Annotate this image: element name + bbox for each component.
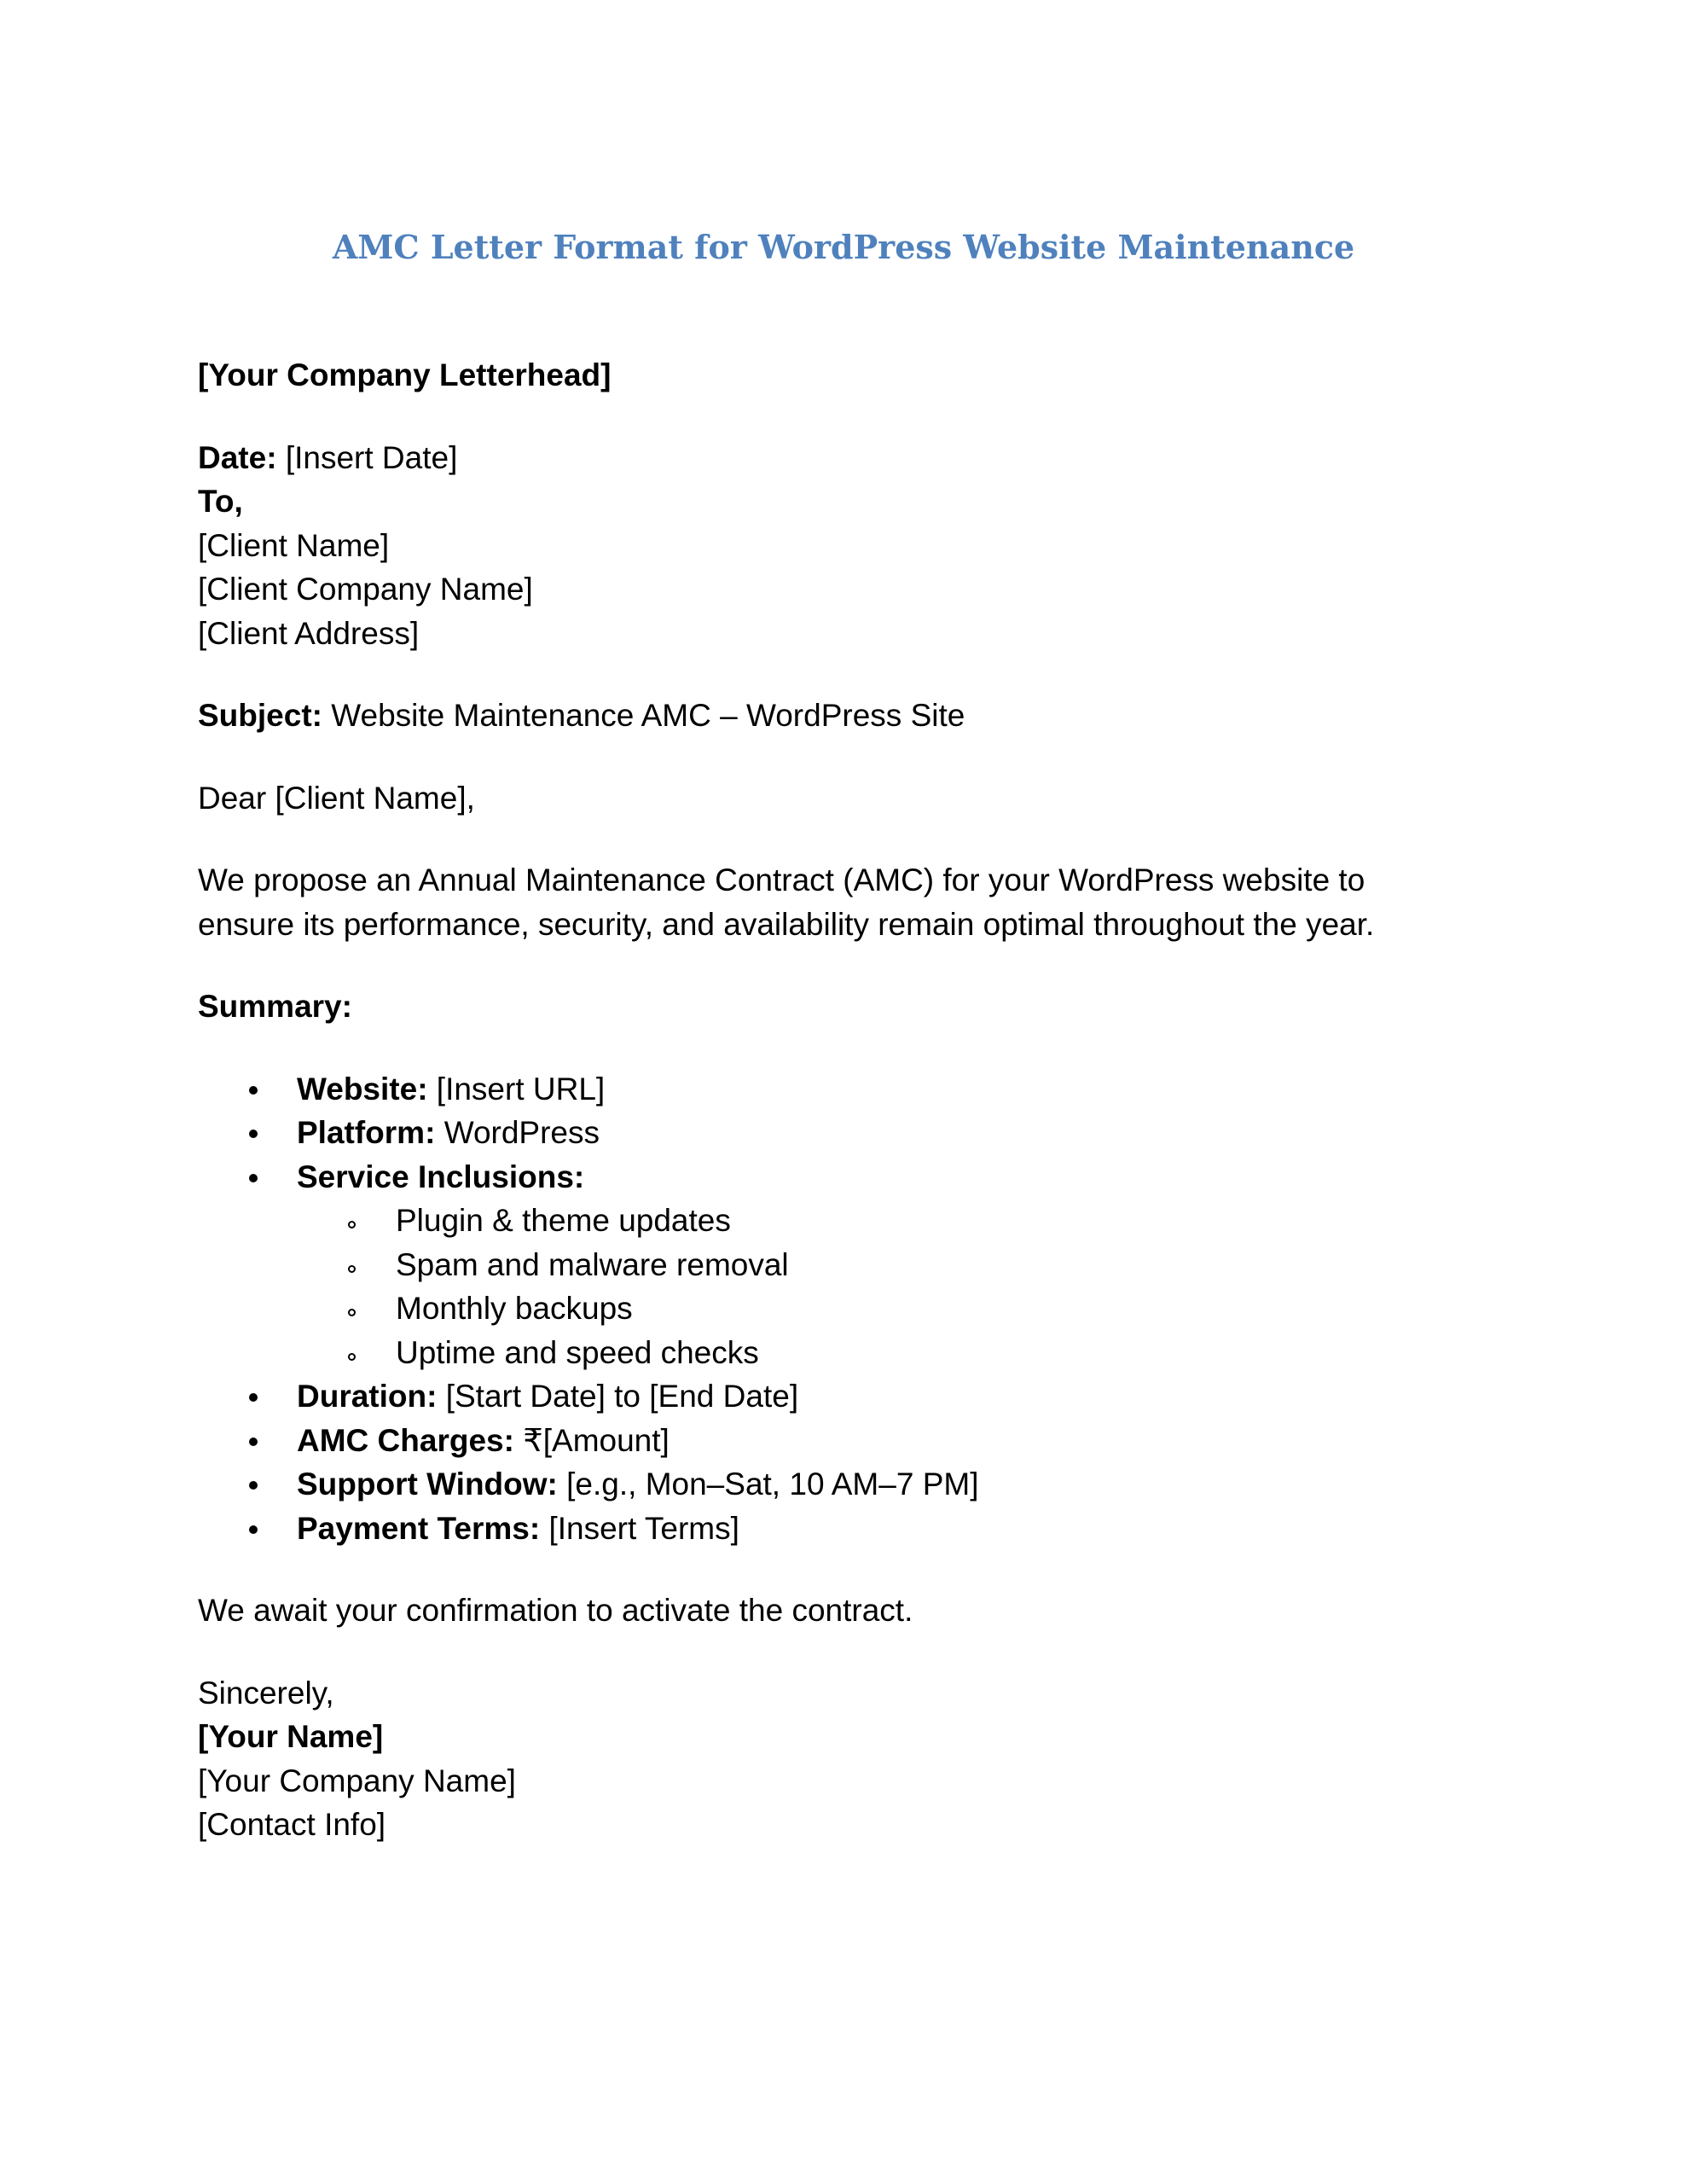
date-value: [Insert Date] [285,439,458,475]
signoff-company: [Your Company Name] [198,1763,516,1798]
list-item-platform [198,1111,1528,1155]
support-label: Support Window: [297,1467,558,1502]
signoff-name: [Your Name] [198,1719,384,1754]
page-title: AMC Letter Format for WordPress Website Maintenance [332,228,1355,266]
platform-label: Platform: [297,1115,436,1150]
subject-label: Subject: [198,698,322,733]
list-item-inclusions [198,1155,1528,1199]
bullet-icon [249,1393,258,1402]
charges-value: ₹[Amount] [523,1422,670,1458]
website-value: [Insert URL] [436,1071,606,1107]
list-item-website [198,1067,1528,1112]
date-line [198,436,1528,480]
hollow-bullet-icon [348,1309,356,1316]
hollow-bullet-icon [348,1265,356,1273]
bullet-icon [249,1438,258,1446]
intro-line-1: We propose an Annual Maintenance Contract (AMC) for your WordPress website to [198,863,1365,897]
sub-list-item [198,1287,1528,1331]
bullet-icon [249,1174,258,1182]
bullet-icon [249,1525,258,1534]
sub-list-item [198,1199,1528,1243]
inclusions-label: Service Inclusions: [297,1159,585,1194]
support-value: [e.g., Mon–Sat, 10 AM–7 PM] [566,1467,979,1502]
hollow-bullet-icon [348,1353,356,1361]
recipient-name: [Client Name] [198,527,390,563]
letterhead: [Your Company Letterhead] [198,357,612,392]
duration-value: [Start Date] to [End Date] [445,1379,799,1414]
signoff-sincerely: Sincerely, [198,1675,334,1711]
bullet-icon [249,1481,258,1490]
intro-line-2: ensure its performance, security, and availability remain optimal throughout the year. [198,906,1375,942]
list-item-duration [198,1374,1528,1419]
bullet-icon [249,1086,258,1095]
signoff-contact: [Contact Info] [198,1807,386,1842]
spacer [198,1029,1528,1067]
payment-value: [Insert Terms] [548,1510,739,1546]
spacer [198,820,1528,858]
website-label: Website: [297,1071,428,1107]
salutation: Dear [Client Name], [198,780,475,816]
payment-label: Payment Terms: [297,1510,541,1546]
spacer [198,398,1528,436]
summary-list [198,1067,1528,1551]
list-item-support [198,1462,1528,1507]
list-item-payment [198,1507,1528,1551]
letter-body [198,353,1528,1847]
subject-value: Website Maintenance AMC – WordPress Site [331,698,965,733]
inclusion-text: Monthly backups [396,1291,633,1326]
recipient-company: [Client Company Name] [198,572,533,607]
inclusion-text: Uptime and speed checks [396,1334,759,1370]
summary-heading: Summary: [198,989,352,1024]
bullet-icon [249,1130,258,1138]
sub-list-item [198,1243,1528,1287]
spacer [198,1633,1528,1671]
inclusion-text: Spam and malware removal [396,1246,789,1282]
subject-line [198,694,1528,738]
closing-line: We await your confirmation to activate the contract. [198,1593,913,1628]
recipient-address: [Client Address] [198,615,420,651]
platform-value: WordPress [443,1115,600,1150]
date-label: Date: [198,439,277,475]
inclusion-text: Plugin & theme updates [396,1203,731,1238]
spacer [198,1550,1528,1589]
spacer [198,655,1528,694]
spacer [198,738,1528,776]
charges-label: AMC Charges: [297,1422,514,1458]
hollow-bullet-icon [348,1221,356,1228]
list-item-charges [198,1419,1528,1463]
recipient-to: To, [198,484,243,519]
spacer [198,946,1528,985]
sub-list-item [198,1331,1528,1375]
duration-label: Duration: [297,1379,438,1414]
